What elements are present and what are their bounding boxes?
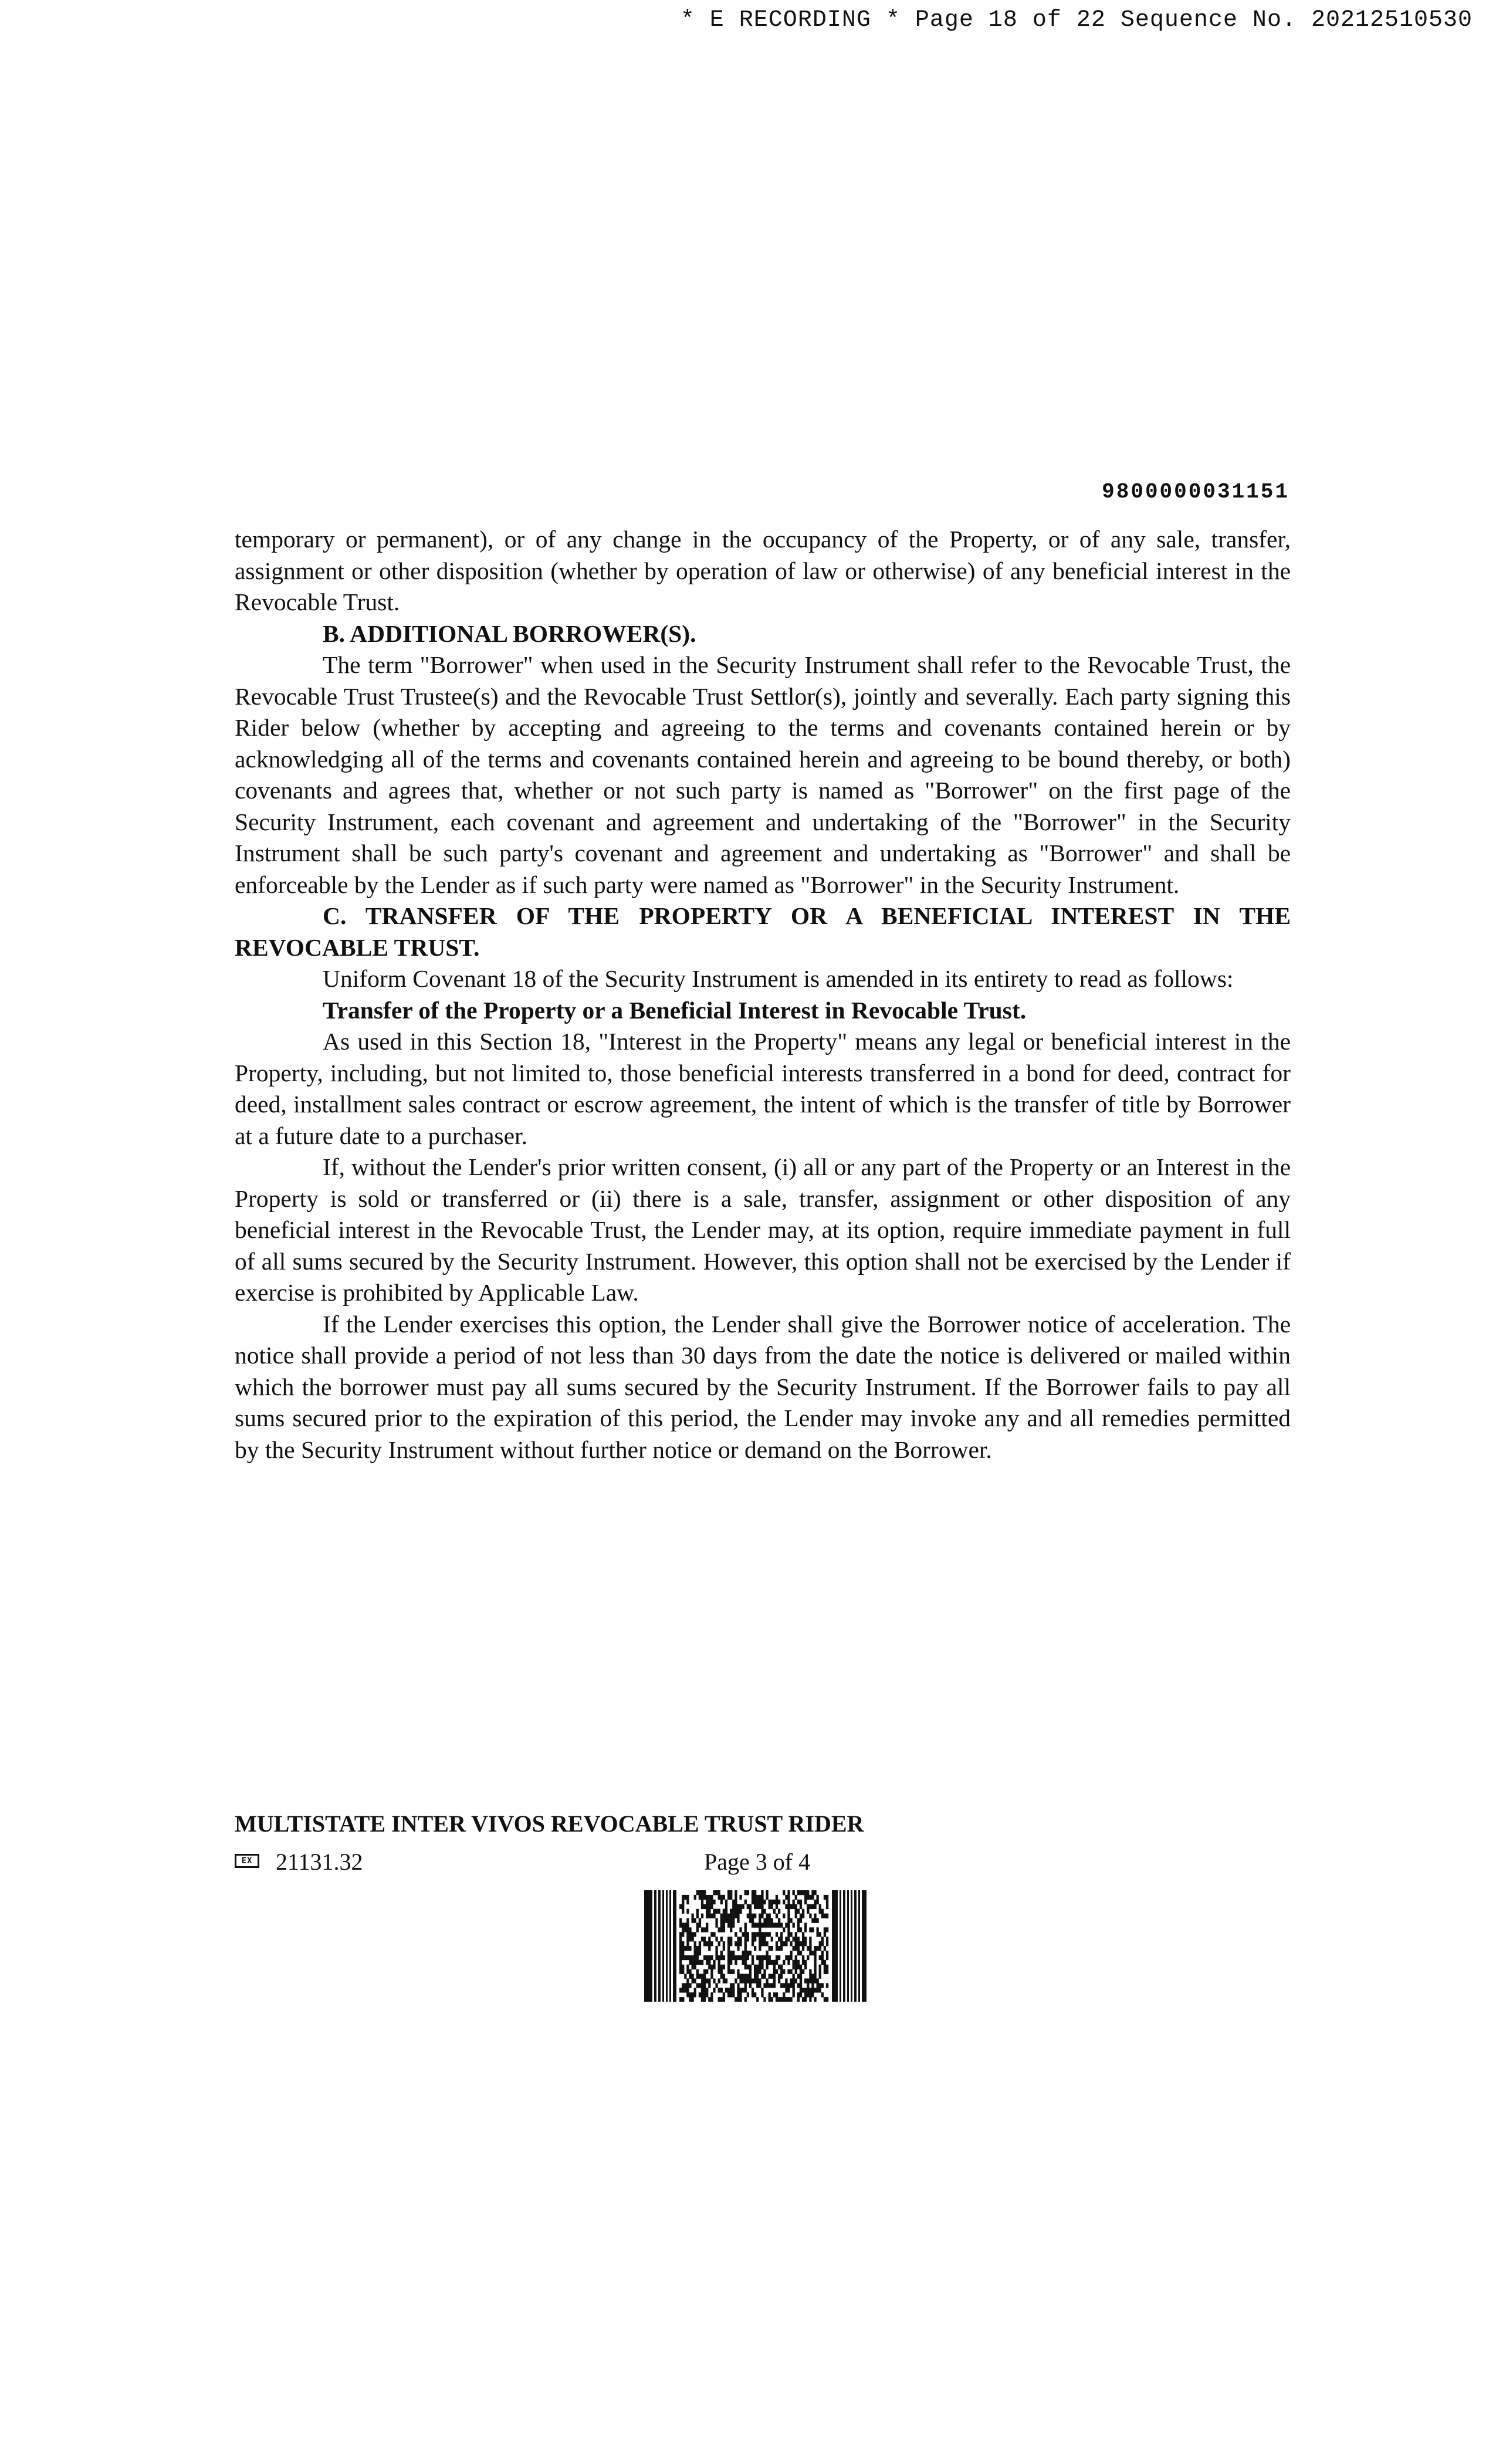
page-number: Page 3 of 4	[704, 1849, 811, 1875]
acceleration-paragraph: If the Lender exercises this option, the Lender shall give the Borrower notice of acceleration. The notice shall provide a period of not less than 30 days from the date the notice is delivered or mailed within which the borrower must pay all sums secured by the Security Instrument. If the Borrower fails to pay all sums secured prior to the expiration of this period, the Lender may invoke any and all remedies permitted by the Security Instrument without further notice or demand on the Borrower.	[235, 1310, 1291, 1463]
loan-number: 9800000031151	[1102, 480, 1289, 504]
pdf417-barcode	[644, 1890, 868, 2002]
section-b-heading: B. ADDITIONAL BORROWER(S).	[323, 620, 696, 647]
footer-title: MULTISTATE INTER VIVOS REVOCABLE TRUST RIDER	[235, 1810, 864, 1837]
interest-definition-paragraph: As used in this Section 18, "Interest in the Property" means any legal or beneficial interest in the Property, including, but not limited to, those beneficial interests transferred in a bond for deed, contract for deed, installment sales contract or escrow agreement, the intent of which is the transfer of title by Borrower at a future date to a purchaser.	[235, 1028, 1291, 1149]
footer-row	[235, 1848, 1056, 1877]
section-c-paragraph: Uniform Covenant 18 of the Security Instrument is amended in its entirety to read as follows:	[323, 965, 1234, 992]
recording-header: * E RECORDING * Page 18 of 22 Sequence No. 20212510530	[680, 7, 1473, 33]
section-b-paragraph: The term "Borrower" when used in the Security Instrument shall refer to the Revocable Trust, the Revocable Trust Trustee(s) and the Revocable Trust Settlor(s), jointly and severally. Each party signing this Rider below (whether by accepting and agreeing to the terms and covenants contained herein or by acknowledging all of the terms and covenants contained herein and agreeing to be bound thereby, or both) covenants and agrees that, whether or not such party is named as "Borrower" on the first page of the Security Instrument, each covenant and agreement and undertaking of the "Borrower" in the Security Instrument shall be such party's covenant and agreement and undertaking as "Borrower" and shall be enforceable by the Lender as if such party were named as "Borrower" in the Security Instrument.	[235, 651, 1291, 898]
consent-paragraph: If, without the Lender's prior written consent, (i) all or any part of the Property or an Interest in the Property is sold or transferred or (ii) there is a sale, transfer, assignment or other disposition of any beneficial interest in the Revocable Trust, the Lender may, at its option, require immediate payment in full of all sums secured by the Security Instrument. However, this option shall not be exercised by the Lender if exercise is prohibited by Applicable Law.	[235, 1153, 1291, 1306]
form-logo-icon: EX	[235, 1854, 259, 1868]
transfer-subheading: Transfer of the Property or a Beneficial Interest in Revocable Trust.	[323, 996, 1027, 1024]
rider-body	[235, 524, 1291, 1465]
continuation-paragraph: temporary or permanent), or of any change in the occupancy of the Property, or of any sale, transfer, assignment or other disposition (whether by operation of law or otherwise) of any beneficial interest in the Revocable Trust.	[235, 526, 1291, 615]
form-number: 21131.32	[276, 1849, 363, 1875]
section-c-heading: C. TRANSFER OF THE PROPERTY OR A BENEFICIAL INTEREST IN THE REVOCABLE TRUST.	[235, 902, 1291, 961]
